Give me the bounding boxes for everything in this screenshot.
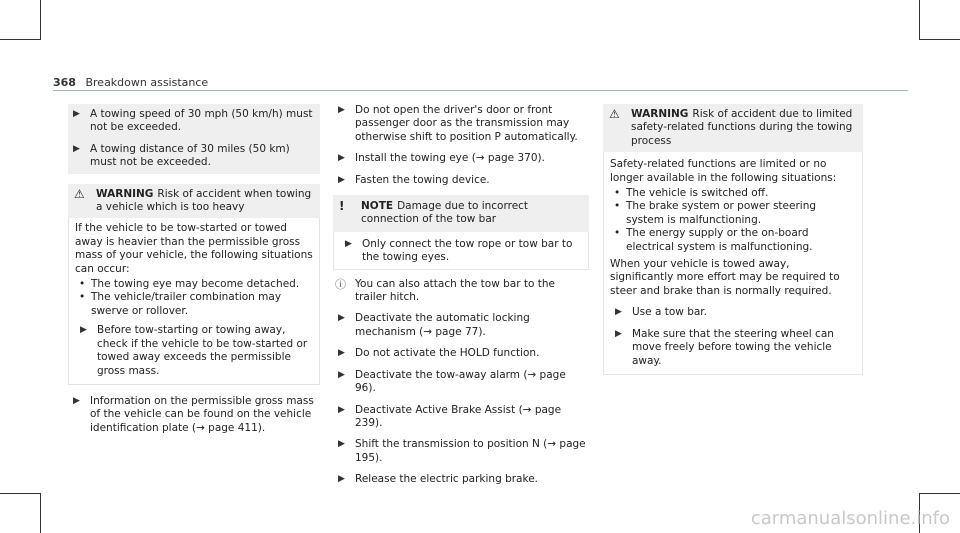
warning-box xyxy=(68,184,320,385)
warning-body-2: When your vehicle is towed away, significantly more effort may be required to steer and brake than is normally required. xyxy=(610,258,840,297)
step-item: ▶ Use a tow bar. xyxy=(615,306,707,319)
warning-triangle-icon: ⚠ xyxy=(74,186,85,201)
step-item: ▶ Release the electric parking brake. xyxy=(338,473,538,486)
step-item: ▶ Deactivate the automatic locking mechanism (→ page 77). xyxy=(338,312,530,338)
warning-header xyxy=(603,104,863,152)
step-item: ▶ Fasten the towing device. xyxy=(338,173,490,186)
crop-mark xyxy=(920,39,960,40)
arrow-step-icon: ▶ xyxy=(615,307,622,318)
note-label: NOTE xyxy=(361,200,394,213)
header-rule xyxy=(53,90,908,91)
warning-label: WARNING xyxy=(96,187,154,200)
arrow-step-icon: ▶ xyxy=(338,439,345,450)
arrow-step-icon: ▶ xyxy=(338,174,345,185)
crop-mark xyxy=(40,493,41,533)
arrow-step-icon: ▶ xyxy=(73,109,80,119)
arrow-step-icon: ▶ xyxy=(345,238,352,249)
column-2 xyxy=(333,104,589,495)
note-header xyxy=(333,195,589,232)
warning-box xyxy=(603,104,863,375)
crop-mark xyxy=(0,39,40,40)
step-item: ▶ Shift the transmission to position N (→ page 195). xyxy=(338,438,586,464)
arrow-step-icon: ▶ xyxy=(338,404,345,415)
arrow-step-icon: ▶ xyxy=(615,328,622,339)
crop-mark xyxy=(0,493,40,494)
step-item: ▶ Install the towing eye (→ page 370). xyxy=(338,152,545,165)
page-header xyxy=(53,76,208,89)
column-3 xyxy=(603,104,863,375)
arrow-step-icon: ▶ xyxy=(338,369,345,380)
step-item: ▶ Before tow-starting or towing away, check if the vehicle to be tow-started or towed away exceeds the permissible gross mass. xyxy=(80,324,308,377)
step-item: ▶ A towing distance of 30 miles (50 km) must not be exceeded. xyxy=(73,142,290,169)
warning-header xyxy=(68,184,320,219)
arrow-step-icon: ▶ xyxy=(338,313,345,324)
crop-mark xyxy=(919,0,920,40)
step-item: ▶ Do not activate the HOLD function. xyxy=(338,347,540,360)
crop-mark xyxy=(40,0,41,40)
warning-label: WARNING xyxy=(631,108,689,120)
arrow-step-icon: ▶ xyxy=(80,325,87,336)
info-icon: ⓘ xyxy=(335,277,346,291)
step-item: ▶ Deactivate Active Brake Assist (→ page 239). xyxy=(338,403,562,429)
warning-triangle-icon: ⚠ xyxy=(609,107,620,121)
arrow-step-icon: ▶ xyxy=(73,395,80,406)
arrow-step-icon: ▶ xyxy=(73,143,80,154)
list-item: • The vehicle is switched off. xyxy=(610,187,856,200)
column-1 xyxy=(68,104,320,443)
page-number: 368 xyxy=(53,76,76,89)
note-box xyxy=(333,195,589,270)
step-item: ▶ A towing speed of 30 mph (50 km/h) must not be exceeded. xyxy=(73,108,313,134)
step-item: ▶ Deactivate the tow-away alarm (→ page 96). xyxy=(338,368,566,395)
arrow-step-icon: ▶ xyxy=(338,474,345,485)
warning-body: Safety-related functions are limited or no longer available in the following situations: xyxy=(610,158,837,184)
warning-title: Risk of accident due to limited safety-related functions during the towing process xyxy=(631,108,853,147)
info-hint: ⓘ You can also attach the tow bar to the trailer hitch. xyxy=(335,277,555,304)
arrow-step-icon: ▶ xyxy=(338,105,345,115)
step-item: ▶ Do not open the driver's door or front passenger door as the transmission may otherwise shift to position P automatically. xyxy=(338,104,578,143)
step-item: ▶ Information on the permissible gross mass of the vehicle can be found on the vehicle identification plate (→ page 411). xyxy=(73,394,314,434)
arrow-step-icon: ▶ xyxy=(338,153,345,164)
steps-box xyxy=(68,104,320,174)
list-item: • The brake system or power steering system is malfunctioning. xyxy=(610,200,856,227)
warning-bullets xyxy=(610,187,856,254)
warning-bullets xyxy=(75,278,313,318)
list-item: • The energy supply or the on-board electrical system is malfunctioning. xyxy=(610,227,856,254)
note-title: Damage due to incorrect connection of the tow bar xyxy=(361,200,529,226)
crop-mark xyxy=(920,493,960,494)
warning-body: If the vehicle to be tow-started or towed away is heavier than the permissible gross mass of your vehicle, the following situations can occur: xyxy=(75,222,313,275)
list-item: • The vehicle/trailer combination may swerve or rollover. xyxy=(75,291,313,318)
list-item: • The towing eye may become detached. xyxy=(75,278,313,291)
step-item: ▶ Only connect the tow rope or tow bar to the towing eyes. xyxy=(345,237,573,264)
step-item: ▶ Make sure that the steering wheel can move freely before towing the vehicle away. xyxy=(615,327,834,367)
arrow-step-icon: ▶ xyxy=(338,348,345,359)
warning-title: Risk of accident when towing a vehicle which is too heavy xyxy=(96,187,312,214)
watermark: carmanualsonline.info xyxy=(750,508,950,529)
note-exclamation-icon: ! xyxy=(339,199,345,214)
section-title: Breakdown assistance xyxy=(85,76,209,89)
